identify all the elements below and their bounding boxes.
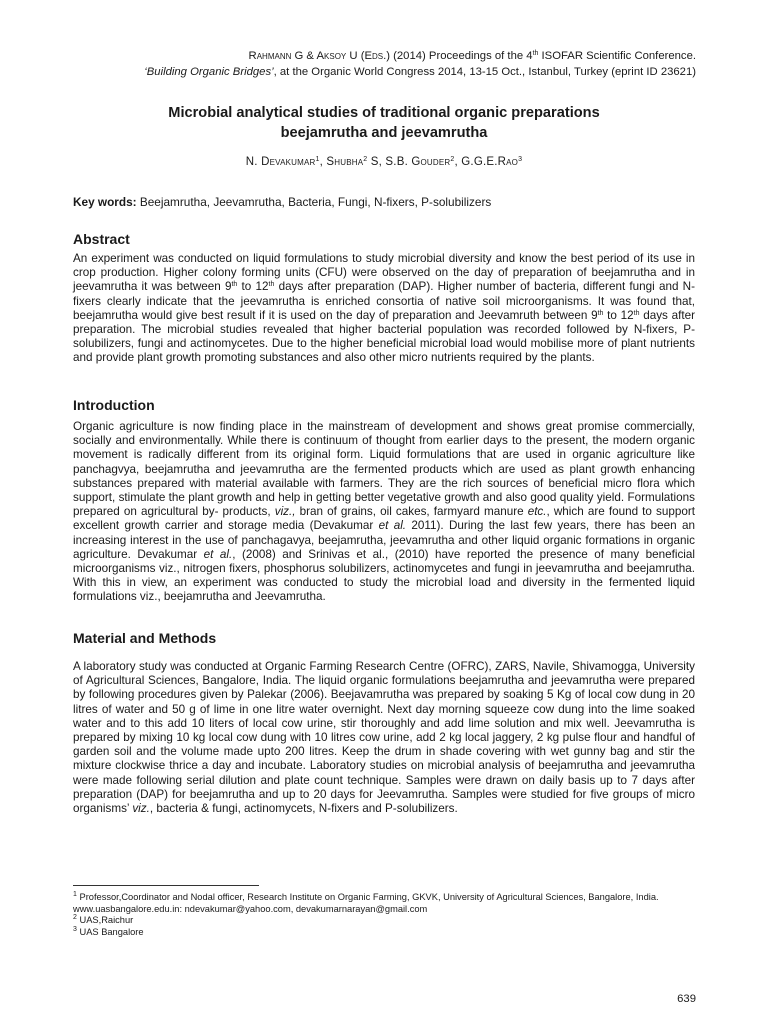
methods-italic-1: viz. [132, 802, 150, 816]
footnote-divider [73, 885, 259, 886]
introduction-heading: Introduction [73, 397, 155, 413]
running-header [56, 49, 696, 80]
footnote-2 [73, 915, 695, 927]
header-editors: Rahmann G & Aksoy U (Eds.) [248, 50, 390, 62]
author-3-affil: 2 [450, 156, 455, 163]
methods-text-1: A laboratory study was conducted at Organic Farming Research Centre (OFRC), ZARS, Navile, Shivamogga, University of Agricultural Sciences, Bangalore, India. The liquid organic formulations beejamrutha and jeevamrutha were prepared by following procedures given by Palekar (2006). Beejavamrutha was prepared by soaking 5 Kg of local cow dung in 20 litres of water and 50 g of lime in one litre water overnight. Next day morning squeeze cow dung into the lime soaked water and to this add 10 liters of local cow urine, stir thoroughly and add lime solution and mix well. Jeevamrutha is prepared by mixing 10 kg local cow dung with 10 litres cow urine, add 2 kg local jaggery, 2 kg pulse flour and handful of garden soil and the volume made upto 200 litres. Keep the drum in shade covering with wet gunny bag and stir the mixture clockwise thrice a day and incubate. Laboratory studies on microbial analysis of beejamrutha and jeevamrutha were made following serial dilution and plate count technique. Samples were drawn on daily basis up to 7 days after preparation (DAP) for beejamrutha and up to 20 days for Jeevamrutha. Samples were studied for five groups of micro organisms’ [73, 660, 695, 816]
page-number: 639 [677, 993, 696, 1005]
author-4: , G.G.E.Rao [454, 156, 519, 168]
intro-text-4: 2011). During the last few years, there has been an increasing interest in the use of panchagavya, beejamrutha, jeevamrutha and other liquid organic formations in organic agriculture. Devakumar [73, 519, 695, 561]
abstract-paragraph [73, 252, 695, 366]
footnote-2-text: UAS,Raichur [76, 915, 134, 926]
keywords-text: Beejamrutha, Jeevamrutha, Bacteria, Fungi, N-fixers, P-solubilizers [136, 195, 492, 209]
footnote-1-text: Professor,Coordinator and Nodal officer, Research Institute on Organic Farming, GKVK, University of Agricultural Sciences, Bangalore, India. www.uasbangalore.edu.in: ndevakumar@yahoo.com, devakumarnarayan@gmail.com [73, 892, 659, 914]
abstract-text-1: An experiment was conducted on liquid formulations to study microbial diversity and know the best period of its use in crop production. Higher colony forming units (CFU) were observed on the day of preparation of beejamrutha and in jeevamrutha it was between 9 [73, 252, 695, 294]
author-2: , Shubha [319, 156, 364, 168]
intro-italic-1: viz., [274, 505, 296, 519]
intro-text-5: , (2008) and Srinivas et al., (2010) have reported the presence of many beneficial microorganisms viz., nitrogen fixers, phosphorus solubilizers, actinomycetes and fungi in jeevamrutha and beejamrutha. With this in view, an experiment was conducted to study the microbial load and diversity in the fermented liquid formulations viz., beejamrutha and Jeevamrutha. [73, 547, 695, 604]
author-list [72, 156, 696, 168]
footnote-3-text: UAS Bangalore [76, 926, 144, 937]
footnotes [73, 892, 695, 938]
header-line2-text: , at the Organic World Congress 2014, 13-15 Oct., Istanbul, Turkey (eprint ID 23621) [273, 65, 696, 78]
paper-title [72, 104, 696, 143]
footnote-1 [73, 892, 695, 915]
author-2-affil: 2 [363, 156, 368, 163]
abstract-sup-3: th [597, 309, 604, 317]
intro-italic-4: et al. [203, 547, 233, 561]
methods-text-2: , bacteria & fungi, actinomycets, N-fixers and P-solubilizers. [149, 802, 458, 816]
intro-text-1: Organic agriculture is now finding place in the mainstream of development and shows great promise commercially, socially and environmentally. While there is continuum of thought from earlier days to the present, the modern organic movement is radically different from its original form. Liquid formulations that are used in organic agriculture like panchagvya, beejamrutha and jeevamrutha are the fermented products which are used as plant growth enhancing substances prepared with material available with farmers. They are the rich sources of beneficial micro flora which support, stimulate the plant growth and help in getting better vegetative growth and also good quality yield. Formulations prepared on agricultural by- products, [73, 420, 695, 519]
footnote-3-mark: 3 [73, 925, 77, 933]
intro-italic-3: et al. [378, 519, 407, 533]
footnote-3 [73, 927, 695, 939]
keywords [73, 195, 695, 209]
methods-heading: Material and Methods [73, 630, 217, 646]
abstract-text-2: to 12 [237, 280, 269, 294]
methods-paragraph [73, 660, 695, 816]
header-sup: th [532, 50, 539, 57]
intro-text-2: bran of grains, oil cakes, farmyard manure [295, 505, 528, 519]
keywords-label: Key words: [73, 195, 137, 209]
abstract-text-4: to 12 [603, 308, 634, 322]
header-line-1 [56, 49, 696, 65]
abstract-heading: Abstract [73, 231, 130, 247]
intro-text-3: , which are found to support excellent growth carrier and storage media (Devakumar [73, 505, 695, 533]
abstract-sup-1: th [231, 281, 238, 289]
intro-italic-2: etc. [527, 505, 547, 519]
title-line-2: beejamrutha and jeevamrutha [280, 124, 488, 141]
abstract-sup-4: th [633, 309, 640, 317]
introduction-paragraph [73, 420, 695, 605]
author-1: N. Devakumar [245, 156, 316, 168]
abstract-text-5: days after preparation. The microbial studies revealed that higher bacterial population was recorded followed by N-fixers, P-solubilizers, fungi and actinomycetes. Due to the higher beneficial microbial load would mobilise more of plant nutrients and provide plant growth promoting substances and also other micro nutrients required by the plants. [73, 308, 696, 365]
title-line-1: Microbial analytical studies of traditional organic preparations [168, 105, 600, 121]
author-3: S, S.B. Gouder [367, 156, 451, 168]
header-conference-title: ‘Building Organic Bridges’ [144, 65, 274, 78]
footnote-1-mark: 1 [73, 891, 77, 898]
author-1-affil: 1 [315, 156, 320, 163]
header-line1-text-b: ISOFAR Scientific Conference. [538, 50, 696, 62]
footnote-2-mark: 2 [73, 914, 77, 922]
abstract-text-3: days after preparation (DAP). Higher number of bacteria, different fungi and N-fixers clearly indicate that the jeevamrutha is enriched consortia of native soil microorganisms. It was found that, beejamrutha would give best result if it is used on the day of preparation and Jeevamruth between 9 [73, 280, 695, 322]
author-4-affil: 3 [518, 156, 523, 163]
header-line-2 [56, 65, 696, 81]
abstract-sup-2: th [268, 281, 275, 289]
header-line1-text-a: (2014) Proceedings of the 4 [390, 50, 533, 62]
